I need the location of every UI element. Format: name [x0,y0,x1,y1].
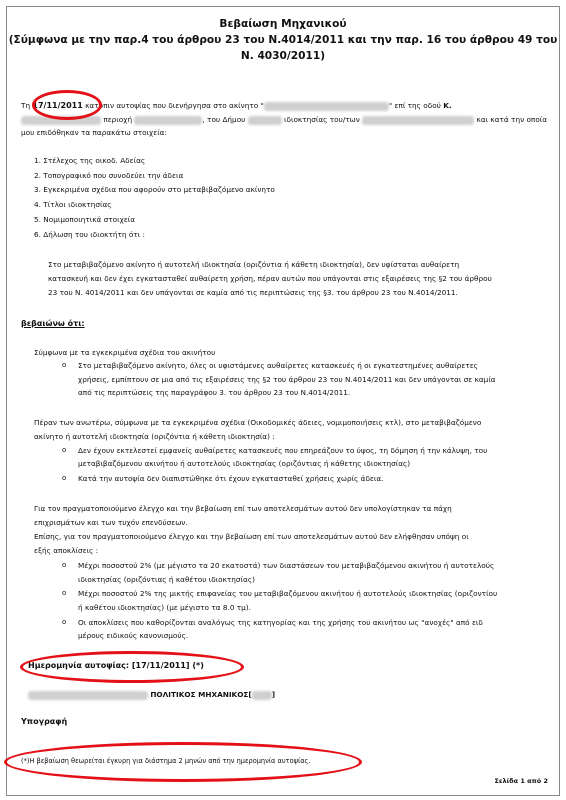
section3-bullet-line: ιδιοκτησίας (οριζόντιας ή καθέτου ιδιοκτησίας) [78,575,255,584]
document-title: Βεβαίωση Μηχανικού [219,18,347,30]
highlight-ellipse-footnote [4,742,362,782]
declaration-line: κατασκευή και δεν έχει εγκατασταθεί αυθαίρετη χρήση, πέραν αυτών που υπάγονται στις εξαιρέσεις της §2 του άρθρου [48,274,492,283]
section3-bullet-line: Μέχρι ποσοστού 2% της μικτής επιφανείας του μεταβιβαζόμενου ακινήτου ή αυτοτελούς ιδιοκτησίας (οριζοντίου [78,589,498,598]
section2-bullet-line: μεταβιβαζόμενου ακινήτου ή αυτοτελούς ιδιοκτησίας (οριζόντιας ή κάθετης ιδιοκτησίας) [78,459,411,468]
section3-lead: επιχρισμάτων και των τυχόν επενδύσεων. [34,518,188,527]
section3-lead: εξής αποκλίσεις : [34,546,99,555]
page-number: Σελίδα 1 από 2 [494,777,548,785]
list-item: 4. Τίτλοι ιδιοκτησίας [34,200,112,209]
certify-heading: βεβαιώνω ότι: [21,319,85,328]
list-item: 6. Δήλωση του ιδιοκτήτη ότι : [34,230,145,239]
section2-lead: ακίνητο ή αυτοτελή ιδιοκτησία (οριζόντια ή κάθετη ιδιοκτησία) : [34,432,275,441]
bullet: o [62,446,67,454]
signature-label: Υπογραφή [21,717,68,726]
document-subtitle-line1: (Σύμφωνα με την παρ.4 του άρθρου 23 του Ν.4014/2011 και την παρ. 16 του άρθρου 49 του [8,34,558,46]
inspection-date: Ημερομηνία αυτοψίας: [17/11/2011] (*) [28,661,204,670]
footnote: (*)Η βεβαίωση θεωρείται έγκυρη για διάστημα 2 μηνών από την ημερομηνία αυτοψίας. [21,757,311,765]
section3-bullet-line: Οι αποκλίσεις που καθορίζονται αναλόγως της κατηγορίας και της χρήσης του ακινήτου ως "ανοχές" από ειδ [78,618,483,627]
list-item: 2. Τοπογραφικό που συνοδεύει την άδεια [34,171,184,180]
highlight-ellipse-date [32,90,102,120]
section1-bullet-line: από τις περιπτώσεις της παραγράφου 3. του άρθρου 23 του Ν.4014/2011. [78,388,351,397]
intro-line1: Τη 17/11/2011 κατόπιν αυτοψίας που διενήργησα στο ακίνητο " " επί της οδού Κ. [21,101,452,110]
section3-lead: Για τον πραγματοποιούμενο έλεγχο και την βεβαίωση επί των αποτελεσμάτων αυτού δεν υπολογίστηκαν τα πάχη [34,504,452,513]
list-item: 3. Εγκεκριμένα σχέδια που αφορούν στο μεταβιβαζόμενο ακίνητο [34,185,275,194]
list-item: 5. Νομιμοποιητικά στοιχεία [34,215,136,224]
list-item: 1. Στέλεχος της οικοδ. Αδείας [34,156,146,165]
intro-line3: μου επιδόθηκαν τα παρακάτω στοιχεία: [21,128,167,137]
section3-bullet-line: Μέχρι ποσοστού 2% (με μέγιστο τα 20 εκατοστά) των διαστάσεων του μεταβιβαζόμενου ακινήτου ή αυτοτελούς [78,561,495,570]
declaration-line: Στο μεταβιβαζόμενο ακίνητο ή αυτοτελή ιδιοκτησία (οριζόντια ή κάθετη ιδιοκτησία), δεν υφίσταται αυθαίρετη [48,260,460,269]
section3-lead: Επίσης, για τον πραγματοποιούμενο έλεγχο και την βεβαίωση επί των αποτελεσμάτων αυτού δεν ελήφθησαν υπόψη οι [34,532,469,541]
redacted-property [264,102,389,111]
redacted-municipality [248,116,282,125]
bullet: o [62,589,67,597]
section3-bullet-line: μέρους ειδικούς κανονισμούς. [78,631,189,640]
section2-bullet-line: Δεν έχουν εκτελεστεί εμφανείς αυθαίρετες κατασκευές που επηρεάζουν το ύψος, τη δόμηση ή την κάλυψη, του [78,446,488,455]
engineer-line: ΠΟΛΙΤΙΚΟΣ ΜΗΧΑΝΙΚΟΣ[ ] [28,689,275,701]
intro-line2: περιοχή , του Δήμου ιδιοκτησίας του/των και κατά την οποία [21,114,547,126]
section3-bullet-line: ή καθέτου ιδιοκτησίας) (με μέγιστο τα 8.0 τμ). [78,603,251,612]
intro-date: 17/11/2011 [32,101,83,110]
bullet: o [62,474,67,482]
document-subtitle-line2: Ν. 4030/2011) [240,50,326,62]
redacted-owner [362,116,474,125]
redacted-area [134,116,202,125]
declaration-line: 23 του Ν. 4014/2011 και δεν υπάγονται σε καμία από τις περιπτώσεις της §3. του άρθρου 23 του Ν.4014/2011. [48,288,458,297]
redacted-engineer-id [252,691,272,700]
section1-lead: Σύμφωνα με τα εγκεκριμένα σχέδια του ακινήτου [34,348,216,357]
bullet: o [62,561,67,569]
section1-bullet-line: χρήσεις, εμπίπτουν σε μια από τις εξαιρέσεις της §2 του άρθρου 23 του Ν.4014/2011 και δεν υπάγονται σε καμία [78,375,496,384]
section2-lead: Πέραν των ανωτέρω, σύμφωνα με τα εγκεκριμένα σχέδια (Οικοδομικές άδειες, νομιμοποιήσεις κτλ), στο μεταβιβαζόμενο [34,418,482,427]
redacted-engineer-name [28,691,148,700]
section1-bullet-line: Στο μεταβιβαζόμενο ακίνητο, όλες οι υφιστάμενες αυθαίρετες κατασκευές ή οι εγκατεστημένες αυθαίρετες [78,361,478,370]
bullet: o [62,361,67,369]
section2-bullet-line: Κατά την αυτοψία δεν διαπιστώθηκε ότι έχουν εγκατασταθεί χρήσεις χωρίς άδεια. [78,474,384,483]
highlight-ellipse-inspection-date [20,651,244,683]
bullet: o [62,618,67,626]
